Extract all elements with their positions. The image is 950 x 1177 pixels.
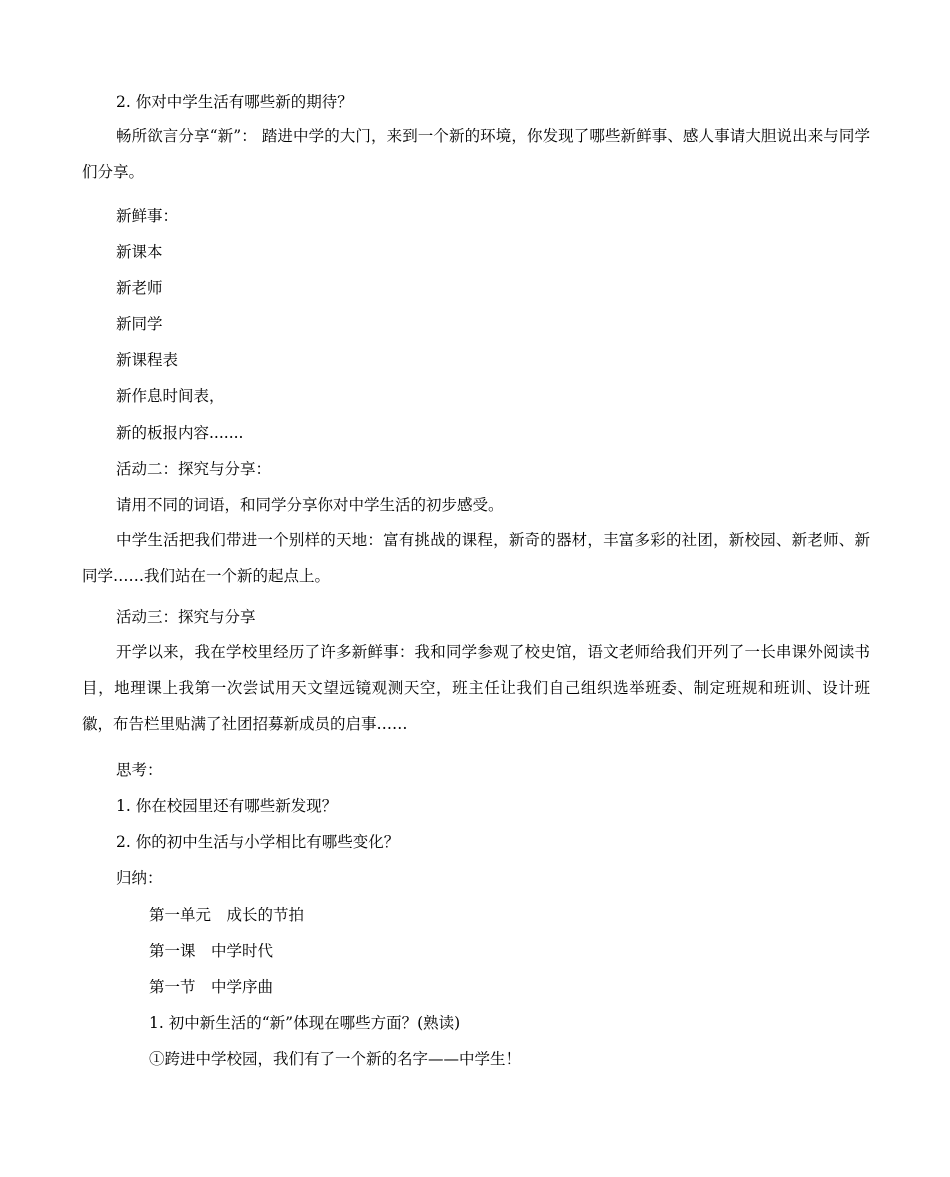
summary-heading: 归纳： [116,869,163,887]
summary-question-1: 1. 初中新生活的“新”体现在哪些方面？(熟读) [149,1014,461,1032]
new-things-item: 新课程表 [116,351,179,369]
summary-answer-1: ①跨进中学校园，我们有了一个新的名字——中学生！ [149,1050,522,1068]
activity-2-body: 中学生活把我们带进一个别样的天地：富有挑战的课程，新奇的器材，丰富多彩的社团，新校园、新老师、新同学……我们站在一个新的起点上。 [82,531,870,585]
new-things-item: 新的板报内容....... [116,424,244,442]
new-things-item: 新老师 [116,279,163,297]
section-title: 第一节 中学序曲 [149,978,274,996]
question-2: 2. 你对中学生活有哪些新的期待？ [116,93,353,111]
activity-2-prompt: 请用不同的词语，和同学分享你对中学生活的初步感受。 [116,496,504,514]
unit-title: 第一单元 成长的节拍 [149,906,305,924]
new-things-item: 新作息时间表， [116,387,225,405]
activity-3-body: 开学以来，我在学校里经历了许多新鲜事：我和同学参观了校史馆，语文老师给我们开列了一长串课外阅读书目，地理课上我第一次尝试用天文望远镜观测天空，班主任让我们自己组织选举班委、制定班规和班训、设计班徽，布告栏里贴满了社团招募新成员的启事…… [82,643,870,733]
new-things-item: 新课本 [116,243,163,261]
think-heading: 思考： [116,761,163,779]
new-things-item: 新同学 [116,315,163,333]
new-things-heading: 新鲜事： [116,207,179,225]
share-intro-paragraph: 畅所欲言分享“新”： 踏进中学的大门，来到一个新的环境，你发现了哪些新鲜事、感人事请大胆说出来与同学们分享。 [82,127,870,181]
think-question-2: 2. 你的初中生活与小学相比有哪些变化？ [116,833,400,851]
lesson-title: 第一课 中学时代 [149,942,274,960]
think-question-1: 1. 你在校园里还有哪些新发现？ [116,797,338,815]
activity-3-heading: 活动三：探究与分享 [116,608,256,626]
activity-2-heading: 活动二：探究与分享： [116,460,272,478]
